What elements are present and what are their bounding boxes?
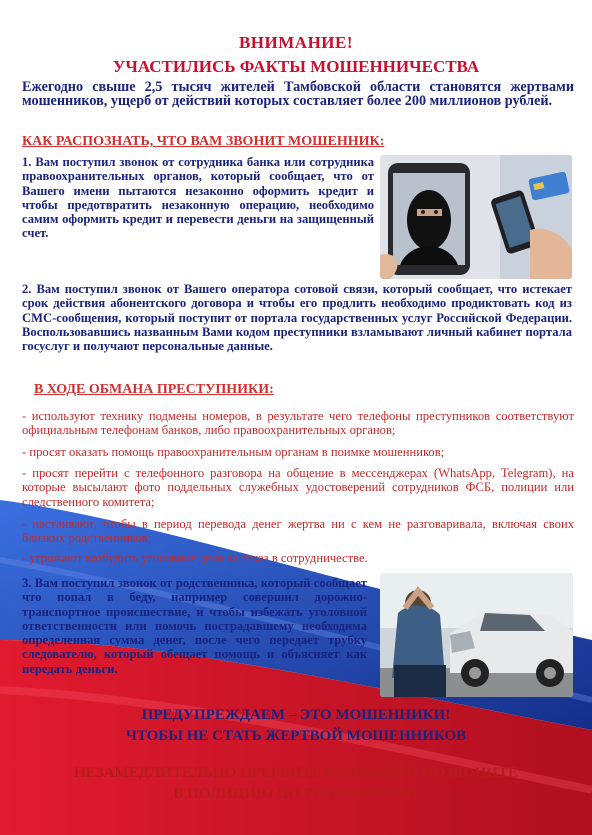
masked-caller-photo [380, 155, 572, 279]
case-2-text: 2. Вам поступил звонок от Вашего оператора сотовой связи, который сообщает, что истекает срок действия абонентского договора и чтобы его продлить необходимо продиктовать код из СМС-сообщения, который поступит от портала государственных услуг Российской Федерации. Воспользовавшись названным Вами кодом преступники взламывают личный кабинет портала госуслуг и получают персональные данные. [22, 282, 572, 354]
tactic-item: - просят перейти с телефонного разговора на общение в мессенджерах (WhatsApp, Telegram), на которые высылают фото поддельных служебных удостоверений сотрудников ФСБ, полиции или следственного комитета; [22, 466, 574, 509]
action-line-2: В ПОЛИЦИЮ ПО ТЕЛЕФОНУ 102 [173, 786, 419, 802]
tactic-item: - угрожают возбудить уголовное дело за отказ в сотрудничестве. [22, 551, 368, 565]
title-fraud: УЧАСТИЛИСЬ ФАКТЫ МОШЕННИЧЕСТВА [112, 57, 480, 76]
section-heading-tactics: В ХОДЕ ОБМАНА ПРЕСТУПНИКИ: [34, 382, 274, 397]
case-3-text: 3. Вам поступил звонок от родственника, который сообщает что попал в беду, например совершил дорожно-транспортное происшествие, и чтобы избежать уголовной ответственности или помочь пострадавшему необходима определенная сумма денег, после чего передает трубку следователю, который обещает помощь и объясняет как передать деньги. [22, 576, 367, 676]
tactic-item: - просят оказать помощь правоохранительным органам в поимке мошенников; [22, 445, 445, 459]
section-heading-recognize: КАК РАСПОЗНАТЬ, ЧТО ВАМ ЗВОНИТ МОШЕННИК: [22, 134, 385, 149]
action-line-1: НЕЗАМЕДЛИТЕЛЬНО ПРЕРВИТЕ РАЗГОВОР И ПОЗВОНИТЕ [73, 765, 519, 781]
warning-line-2: ЧТОБЫ НЕ СТАТЬ ЖЕРТВОЙ МОШЕННИКОВ [125, 728, 467, 744]
lead-paragraph: Ежегодно свыше 2,5 тысяч жителей Тамбовской области становятся жертвами мошенников, ущерб от действий которых составляет более 200 миллионов рублей. [22, 79, 574, 109]
tactic-item: - используют технику подмены номеров, в результате чего телефоны преступников соответствуют официальным телефонам банков, либо правоохранительных органов; [22, 409, 574, 438]
title-attention: ВНИМАНИЕ! [238, 33, 354, 52]
car-accident-photo [380, 573, 573, 697]
case-1-text: 1. Вам поступил звонок от сотрудника банка или сотрудника правоохранительных органов, который сообщает, что от Вашего имени пытаются незаконно оформить кредит и чтобы предотвратить незаконную операцию, необходимо самим оформить кредит и перевести деньги на защищенный счет. [22, 155, 374, 241]
tactic-item: - настаивают, чтобы в период перевода денег жертва ни с кем не разговаривала, включая своих близких родственников; [22, 517, 574, 546]
warning-line-1: ПРЕДУПРЕЖДАЕМ – ЭТО МОШЕННИКИ! [141, 707, 451, 723]
